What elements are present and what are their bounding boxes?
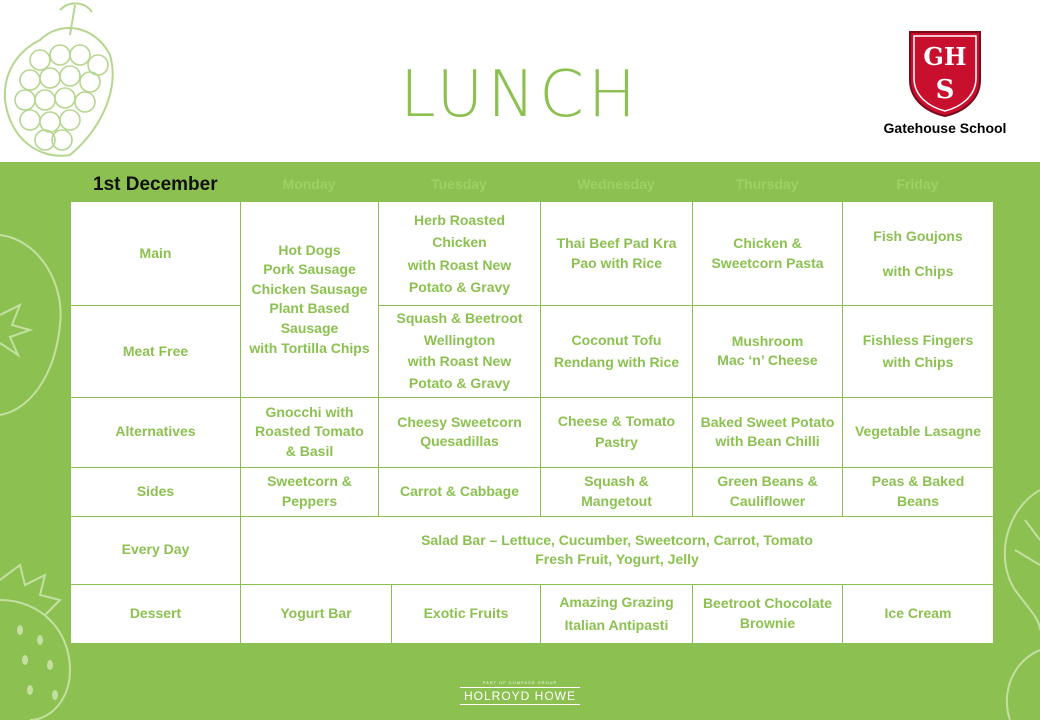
cell-monday-dessert: Yogurt Bar	[241, 584, 392, 643]
cell-thursday-dessert: Beetroot Chocolate Brownie	[693, 584, 843, 643]
cell-tuesday-meat-free: Squash & Beetroot Wellington with Roast New Potato & Gravy	[379, 306, 541, 398]
row-label-main: Main	[71, 202, 241, 306]
cell-wednesday-main: Thai Beef Pad Kra Pao with Rice	[541, 202, 693, 306]
day-header-tuesday: Tuesday	[431, 176, 487, 192]
cell-wednesday-sides: Squash & Mangetout	[541, 467, 693, 516]
cell-tuesday-dessert: Exotic Fruits	[392, 584, 541, 643]
table-row-sides	[71, 467, 994, 516]
cell-friday-alternatives: Vegetable Lasagne	[843, 397, 994, 467]
cell-thursday-main: Chicken & Sweetcorn Pasta	[693, 202, 843, 306]
cell-thursday-meat-free: Mushroom Mac ‘n’ Cheese	[693, 306, 843, 398]
cell-thursday-sides: Green Beans & Cauliflower	[693, 467, 843, 516]
menu-table	[70, 201, 994, 644]
row-label-dessert: Dessert	[71, 584, 241, 643]
cell-monday-main-meat-free: Hot Dogs Pork Sausage Chicken Sausage Plant Based Sausage with Tortilla Chips	[241, 202, 379, 398]
row-label-alternatives: Alternatives	[71, 397, 241, 467]
day-header-wednesday: Wednesday	[577, 176, 655, 192]
cell-monday-alternatives: Gnocchi with Roasted Tomato & Basil	[241, 397, 379, 467]
row-label-meat-free: Meat Free	[71, 306, 241, 398]
week-date: 1st December	[93, 174, 218, 195]
svg-text:GH: GH	[923, 42, 967, 71]
table-row-main	[71, 202, 994, 306]
cell-tuesday-main: Herb Roasted Chicken with Roast New Potato & Gravy	[379, 202, 541, 306]
school-crest-icon	[908, 30, 982, 118]
cell-tuesday-alternatives: Cheesy Sweetcorn Quesadillas	[379, 397, 541, 467]
cell-thursday-alternatives: Baked Sweet Potato with Bean Chilli	[693, 397, 843, 467]
school-name: Gatehouse School	[883, 120, 1007, 136]
row-label-sides: Sides	[71, 467, 241, 516]
cell-every-day: Salad Bar – Lettuce, Cucumber, Sweetcorn, Carrot, Tomato Fresh Fruit, Yogurt, Jelly	[241, 516, 994, 584]
table-row-alternatives	[71, 397, 994, 467]
caterer-tagline: PART OF COMPASS GROUP	[482, 680, 558, 685]
cell-friday-sides: Peas & Baked Beans	[843, 467, 994, 516]
cell-friday-dessert: Ice Cream	[843, 584, 994, 643]
cell-wednesday-meat-free: Coconut Tofu Rendang with Rice	[541, 306, 693, 398]
cell-monday-sides: Sweetcorn & Peppers	[241, 467, 379, 516]
cell-wednesday-alternatives: Cheese & Tomato Pastry	[541, 397, 693, 467]
caterer-name: HOLROYD HOWE	[460, 687, 580, 705]
cell-tuesday-sides: Carrot & Cabbage	[379, 467, 541, 516]
day-header-monday: Monday	[282, 176, 336, 192]
table-row-dessert	[71, 584, 994, 643]
tomato-icon	[0, 225, 70, 425]
school-logo	[880, 30, 1010, 136]
day-header-thursday: Thursday	[735, 176, 799, 192]
svg-text:S: S	[935, 75, 955, 105]
row-label-every-day: Every Day	[71, 516, 241, 584]
cell-wednesday-dessert: Amazing Grazing Italian Antipasti	[541, 584, 693, 643]
table-row-every-day	[71, 516, 994, 584]
strawberry-icon	[0, 560, 80, 720]
table-row-meat-free	[71, 306, 994, 398]
cell-friday-meat-free: Fishless Fingers with Chips	[843, 306, 994, 398]
page-title: LUNCH	[400, 58, 640, 132]
day-header-friday: Friday	[896, 176, 939, 192]
cell-friday-main: Fish Goujons with Chips	[843, 202, 994, 306]
caterer-logo	[420, 680, 620, 705]
